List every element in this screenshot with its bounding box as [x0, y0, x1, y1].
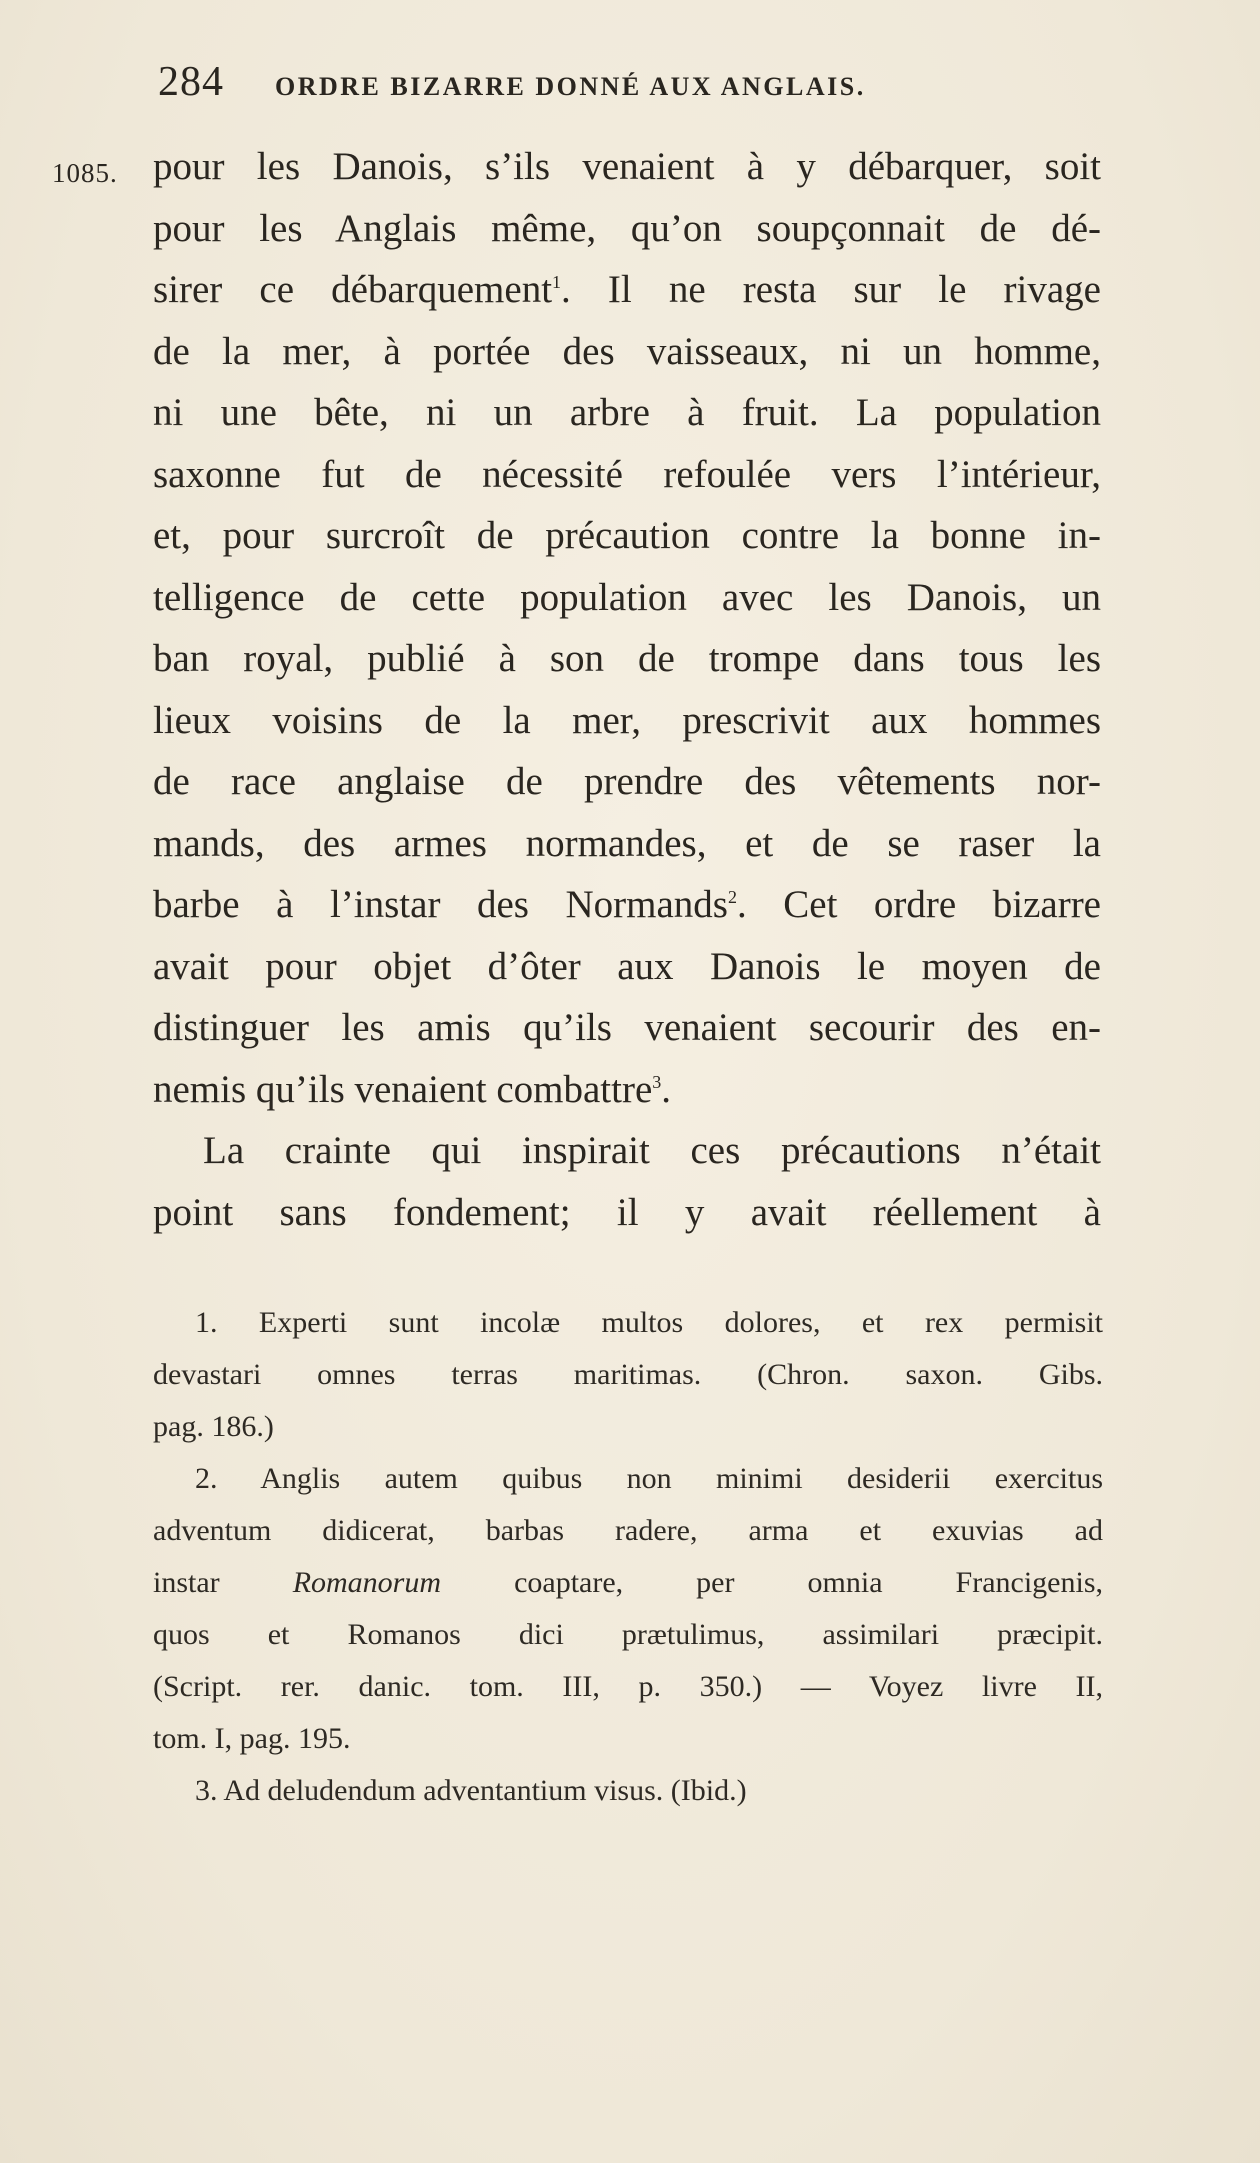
- footnote-ref: 3: [652, 1071, 662, 1092]
- footnote-line: tom. I, pag. 195.: [153, 1722, 351, 1755]
- text-line: ban royal, publié à son de trompe dans tous les: [153, 637, 1101, 680]
- footnote-line: (Script. rer. danic. tom. III, p. 350.) — Voyez livre II,: [153, 1670, 1103, 1703]
- text-line: [153, 1059, 1101, 1121]
- footnote-line: adventum didicerat, barbas radere, arma et exuvias ad: [153, 1514, 1103, 1547]
- margin-year-note: 1085.: [52, 158, 118, 188]
- text-line: de la mer, à portée des vaisseaux, ni un homme,: [153, 329, 1101, 373]
- text-line: La crainte qui inspirait ces précautions n’était: [203, 1129, 1101, 1172]
- text-segment: instar: [153, 1566, 220, 1599]
- text-line: [153, 259, 1101, 321]
- footnote-line: pag. 186.): [153, 1410, 274, 1443]
- page-number: 284: [158, 59, 224, 105]
- footnotes: [153, 1297, 1103, 1817]
- text-line: mands, des armes normandes, et de se raser la: [153, 821, 1101, 865]
- text-line: ni une bête, ni un arbre à fruit. La population: [153, 391, 1101, 434]
- italic-text: Romanorum: [292, 1566, 442, 1599]
- text-segment: nemis qu’ils venaient combattre: [153, 1067, 653, 1111]
- footnote-ref: 2: [727, 887, 737, 907]
- text-line: telligence de cette population avec les Danois, un: [153, 575, 1101, 619]
- footnote-line: devastari omnes terras maritimas. (Chron. saxon. Gibs.: [153, 1358, 1103, 1391]
- text-line: pour les Danois, s’ils venaient à y débarquer, soit: [153, 145, 1101, 188]
- text-segment: sirer ce débarquement: [153, 268, 553, 311]
- text-line: et, pour surcroît de précaution contre la bonne in-: [153, 514, 1101, 557]
- footnote-line: 1. Experti sunt incolæ multos dolores, et rex permisit: [195, 1306, 1103, 1339]
- text-line: lieux voisins de la mer, prescrivit aux hommes: [153, 698, 1101, 742]
- text-line: distinguer les amis qu’ils venaient secourir des en-: [153, 1006, 1101, 1049]
- text-segment: .: [661, 1067, 672, 1111]
- text-line: de race anglaise de prendre des vêtements nor-: [153, 760, 1101, 803]
- footnote-line: [153, 1557, 1103, 1609]
- footnote-line: 2. Anglis autem quibus non minimi desiderii exercitus: [195, 1462, 1103, 1495]
- footnote-line: 3. Ad deludendum adventantium visus. (Ibid.): [195, 1774, 747, 1807]
- running-title: ORDRE BIZARRE DONNÉ AUX ANGLAIS.: [275, 72, 866, 101]
- body-text: [153, 136, 1101, 1243]
- text-segment: barbe à l’instar des Normands: [153, 883, 728, 926]
- text-segment: . Cet ordre bizarre: [736, 883, 1101, 926]
- footnote-line: quos et Romanos dici prætulimus, assimilari præcipit.: [153, 1618, 1103, 1651]
- footnote-ref: 1: [552, 272, 562, 292]
- text-line: avait pour objet d’ôter aux Danois le moyen de: [153, 944, 1101, 988]
- text-line: [153, 874, 1101, 936]
- text-line: saxonne fut de nécessité refoulée vers l’intérieur,: [153, 452, 1101, 496]
- text-line: pour les Anglais même, qu’on soupçonnait de dé-: [153, 206, 1101, 250]
- running-head: [158, 58, 1018, 108]
- text-line: point sans fondement; il y avait réellement à: [153, 1190, 1101, 1234]
- text-segment: coaptare, per omnia Francigenis,: [514, 1566, 1103, 1599]
- text-segment: . Il ne resta sur le rivage: [561, 268, 1101, 311]
